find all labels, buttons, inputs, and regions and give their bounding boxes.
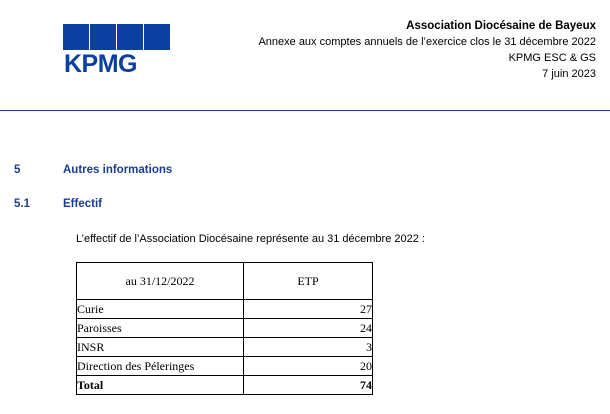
effectif-table xyxy=(76,262,373,395)
row-label-paroisses: Paroisses xyxy=(77,319,244,338)
row-label-pelerinages: Direction des Péleringes xyxy=(77,357,244,376)
section-title-5: Autres informations xyxy=(63,164,173,176)
table-row xyxy=(77,357,373,376)
header-text-block xyxy=(258,18,596,82)
table-header-row xyxy=(77,263,373,300)
document-header xyxy=(0,0,610,110)
table-row xyxy=(77,319,373,338)
header-line-organisation: Association Diocésaine de Bayeux xyxy=(406,20,596,32)
section-title-5-1: Effectif xyxy=(63,198,102,210)
column-header-period: au 31/12/2022 xyxy=(77,263,244,300)
header-line-entity: KPMG ESC & GS xyxy=(508,51,596,64)
row-value-pelerinages: 20 xyxy=(244,357,373,376)
row-label-insr: INSR xyxy=(77,338,244,357)
table-row xyxy=(77,338,373,357)
row-value-insr: 3 xyxy=(244,338,373,357)
svg-text:KPMG: KPMG xyxy=(64,50,137,76)
column-header-etp: ETP xyxy=(244,263,373,300)
table-header xyxy=(77,263,373,300)
header-line-subtitle: Annexe aux comptes annuels de l’exercice clos le 31 décembre 2022 xyxy=(258,35,596,48)
table-row-total xyxy=(77,376,373,395)
row-value-total: 74 xyxy=(244,376,373,395)
section-number-5-1: 5.1 xyxy=(14,198,30,210)
section-heading-5-1 xyxy=(0,198,610,210)
row-label-total: Total xyxy=(77,376,244,395)
header-line-date: 7 juin 2023 xyxy=(542,67,596,80)
section-heading-5 xyxy=(0,164,610,176)
section-number-5: 5 xyxy=(14,164,21,176)
header-divider xyxy=(0,110,610,111)
row-value-paroisses: 24 xyxy=(244,319,373,338)
effectif-table-wrapper xyxy=(76,262,373,395)
table-body xyxy=(77,300,373,395)
row-value-curie: 27 xyxy=(244,300,373,319)
kpmg-logo xyxy=(63,24,171,76)
intro-paragraph: L’effectif de l’Association Diocésaine représente au 31 décembre 2022 : xyxy=(76,233,425,245)
row-label-curie: Curie xyxy=(77,300,244,319)
table-row xyxy=(77,300,373,319)
